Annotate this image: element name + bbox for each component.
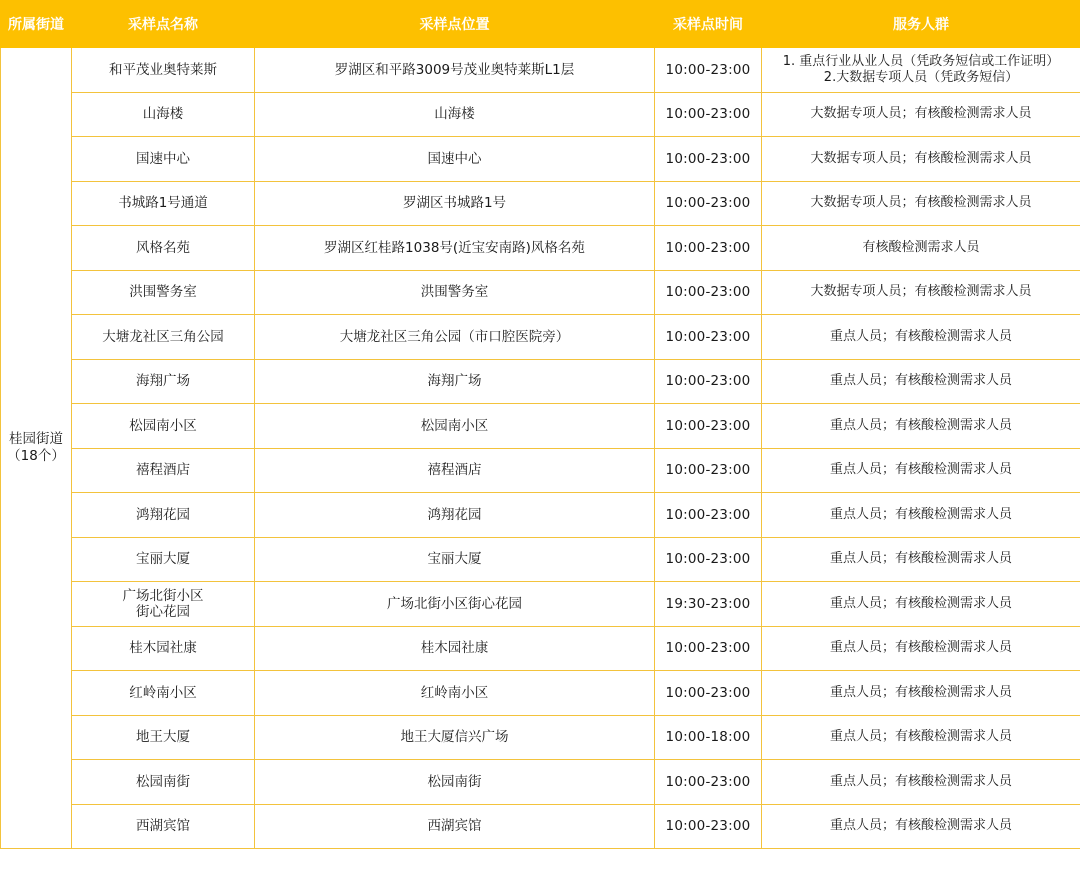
site-name-cell: 山海楼 — [72, 92, 255, 137]
site-name-cell: 松园南小区 — [72, 404, 255, 449]
table-header-row — [1, 1, 1080, 48]
site-time-cell: 10:00-23:00 — [655, 404, 762, 449]
site-location-cell: 地王大厦信兴广场 — [255, 715, 655, 760]
service-group-cell: 重点人员；有核酸检测需求人员 — [762, 315, 1080, 360]
site-location-cell: 禧程酒店 — [255, 448, 655, 493]
site-name-cell: 书城路1号通道 — [72, 181, 255, 226]
site-time-cell: 19:30-23:00 — [655, 582, 762, 627]
service-group-cell: 大数据专项人员；有核酸检测需求人员 — [762, 137, 1080, 182]
service-group-cell: 重点人员；有核酸检测需求人员 — [762, 804, 1080, 849]
street-name-cell: 桂园街道 （18个） — [1, 48, 72, 849]
site-location-cell: 松园南街 — [255, 760, 655, 805]
site-location-cell: 洪围警务室 — [255, 270, 655, 315]
header-street: 所属街道 — [1, 1, 72, 48]
table-row — [1, 270, 1080, 315]
site-location-cell: 西湖宾馆 — [255, 804, 655, 849]
site-location-cell: 红岭南小区 — [255, 671, 655, 716]
site-time-cell: 10:00-23:00 — [655, 48, 762, 93]
site-name-cell: 红岭南小区 — [72, 671, 255, 716]
site-location-cell: 罗湖区红桂路1038号(近宝安南路)风格名苑 — [255, 226, 655, 271]
site-time-cell: 10:00-23:00 — [655, 137, 762, 182]
site-time-cell: 10:00-23:00 — [655, 760, 762, 805]
header-service-group: 服务人群 — [762, 1, 1080, 48]
site-time-cell: 10:00-23:00 — [655, 448, 762, 493]
site-name-cell: 国速中心 — [72, 137, 255, 182]
service-group-cell: 大数据专项人员；有核酸检测需求人员 — [762, 92, 1080, 137]
table-row — [1, 181, 1080, 226]
site-location-cell: 国速中心 — [255, 137, 655, 182]
service-group-cell: 重点人员；有核酸检测需求人员 — [762, 671, 1080, 716]
site-location-cell: 广场北街小区街心花园 — [255, 582, 655, 627]
table-row — [1, 48, 1080, 93]
table-row — [1, 448, 1080, 493]
site-time-cell: 10:00-23:00 — [655, 626, 762, 671]
site-location-cell: 桂木园社康 — [255, 626, 655, 671]
site-time-cell: 10:00-23:00 — [655, 270, 762, 315]
site-location-cell: 宝丽大厦 — [255, 537, 655, 582]
site-name-cell: 风格名苑 — [72, 226, 255, 271]
service-group-cell: 重点人员；有核酸检测需求人员 — [762, 626, 1080, 671]
service-group-cell: 重点人员；有核酸检测需求人员 — [762, 537, 1080, 582]
site-name-cell: 桂木园社康 — [72, 626, 255, 671]
site-name-cell: 洪围警务室 — [72, 270, 255, 315]
site-location-cell: 海翔广场 — [255, 359, 655, 404]
site-name-cell: 和平茂业奥特莱斯 — [72, 48, 255, 93]
header-site-time: 采样点时间 — [655, 1, 762, 48]
table-row — [1, 92, 1080, 137]
site-time-cell: 10:00-23:00 — [655, 226, 762, 271]
header-site-name: 采样点名称 — [72, 1, 255, 48]
table-row — [1, 715, 1080, 760]
site-time-cell: 10:00-23:00 — [655, 671, 762, 716]
site-name-cell: 禧程酒店 — [72, 448, 255, 493]
site-name-cell: 地王大厦 — [72, 715, 255, 760]
site-location-cell: 罗湖区书城路1号 — [255, 181, 655, 226]
service-group-cell: 重点人员；有核酸检测需求人员 — [762, 582, 1080, 627]
site-name-cell: 广场北街小区 街心花园 — [72, 582, 255, 627]
site-name-cell: 宝丽大厦 — [72, 537, 255, 582]
site-name-cell: 鸿翔花园 — [72, 493, 255, 538]
site-location-cell: 罗湖区和平路3009号茂业奥特莱斯L1层 — [255, 48, 655, 93]
site-name-cell: 海翔广场 — [72, 359, 255, 404]
table-row — [1, 760, 1080, 805]
table-row — [1, 404, 1080, 449]
service-group-cell: 重点人员；有核酸检测需求人员 — [762, 715, 1080, 760]
service-group-cell: 重点人员；有核酸检测需求人员 — [762, 493, 1080, 538]
service-group-cell: 大数据专项人员；有核酸检测需求人员 — [762, 181, 1080, 226]
site-location-cell: 松园南小区 — [255, 404, 655, 449]
table-row — [1, 493, 1080, 538]
site-name-cell: 西湖宾馆 — [72, 804, 255, 849]
site-location-cell: 鸿翔花园 — [255, 493, 655, 538]
service-group-cell: 大数据专项人员；有核酸检测需求人员 — [762, 270, 1080, 315]
site-time-cell: 10:00-18:00 — [655, 715, 762, 760]
service-group-cell: 重点人员；有核酸检测需求人员 — [762, 359, 1080, 404]
site-time-cell: 10:00-23:00 — [655, 92, 762, 137]
table-row — [1, 315, 1080, 360]
site-time-cell: 10:00-23:00 — [655, 315, 762, 360]
table-row — [1, 226, 1080, 271]
service-group-cell: 重点人员；有核酸检测需求人员 — [762, 760, 1080, 805]
site-name-cell: 松园南街 — [72, 760, 255, 805]
service-group-cell: 有核酸检测需求人员 — [762, 226, 1080, 271]
table-row — [1, 582, 1080, 627]
site-name-cell: 大塘龙社区三角公园 — [72, 315, 255, 360]
site-location-cell: 大塘龙社区三角公园（市口腔医院旁） — [255, 315, 655, 360]
table-row — [1, 804, 1080, 849]
table-row — [1, 671, 1080, 716]
site-time-cell: 10:00-23:00 — [655, 181, 762, 226]
header-site-location: 采样点位置 — [255, 1, 655, 48]
table-row — [1, 537, 1080, 582]
table-body — [1, 48, 1080, 849]
table-row — [1, 137, 1080, 182]
site-time-cell: 10:00-23:00 — [655, 537, 762, 582]
site-time-cell: 10:00-23:00 — [655, 804, 762, 849]
site-location-cell: 山海楼 — [255, 92, 655, 137]
site-time-cell: 10:00-23:00 — [655, 493, 762, 538]
table-row — [1, 359, 1080, 404]
service-group-cell: 重点人员；有核酸检测需求人员 — [762, 448, 1080, 493]
service-group-cell: 1. 重点行业从业人员（凭政务短信或工作证明） 2.大数据专项人员（凭政务短信） — [762, 48, 1080, 93]
table-row — [1, 626, 1080, 671]
service-group-cell: 重点人员；有核酸检测需求人员 — [762, 404, 1080, 449]
site-time-cell: 10:00-23:00 — [655, 359, 762, 404]
